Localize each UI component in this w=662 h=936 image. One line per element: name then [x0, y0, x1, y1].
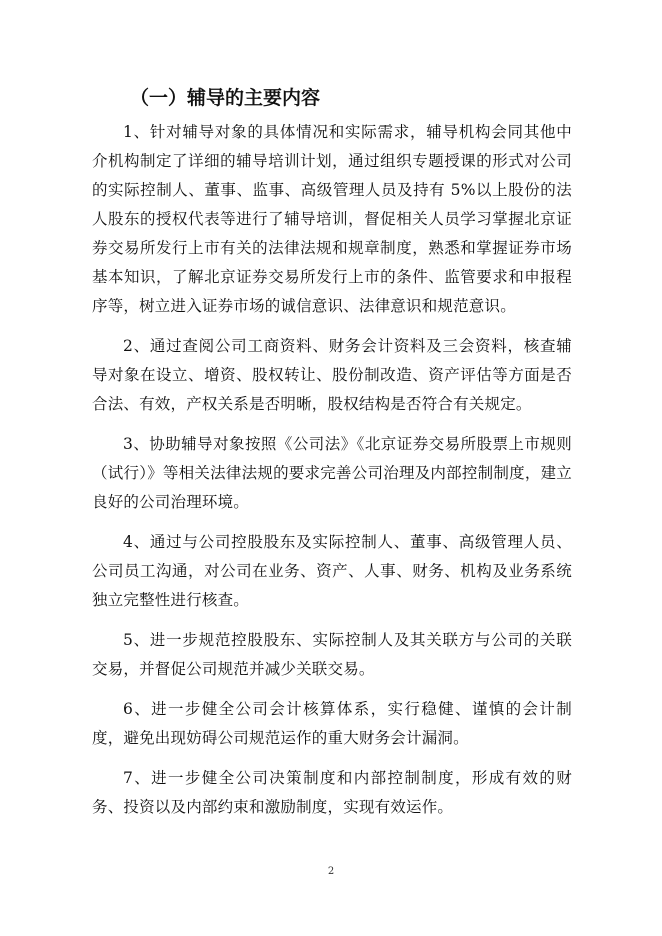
paragraph-5: 5、进一步规范控股股东、实际控制人及其关联方与公司的关联交易，并督促公司规范并减少关联交易。	[92, 631, 572, 678]
document-body	[92, 118, 572, 833]
paragraph-4: 4、通过与公司控股股东及实际控制人、董事、高级管理人员、公司员工沟通，对公司在业务、资产、人事、财务、机构及业务系统独立完整性进行核查。	[92, 533, 572, 609]
paragraph-3: 3、协助辅导对象按照《公司法》《北京证券交易所股票上市规则（试行）》等相关法律法规的要求完善公司治理及内部控制制度，建立良好的公司治理环境。	[92, 435, 572, 511]
page-number: 2	[327, 866, 335, 877]
paragraph-6: 6、进一步健全公司会计核算体系，实行稳健、谨慎的会计制度，避免出现妨碍公司规范运作的重大财务会计漏洞。	[92, 700, 572, 747]
paragraph-7: 7、进一步健全公司决策制度和内部控制制度，形成有效的财务、投资以及内部约束和激励制度，实现有效运作。	[92, 769, 572, 816]
paragraph-1: 1、针对辅导对象的具体情况和实际需求，辅导机构会同其他中介机构制定了详细的辅导培训计划，通过组织专题授课的形式对公司的实际控制人、董事、监事、高级管理人员及持有 5%以上股份的法人股东的授权代表等进行了辅导培训，督促相关人员学习掌握北京证券交易所发行上市有关的法律法规和规章制度，熟悉和掌握证券市场基本知识，了解北京证券交易所发行上市的条件、监管要求和申报程序等，树立进入证券市场的诚信意识、法律意识和规范意识。	[92, 123, 572, 315]
section-heading: （一）辅导的主要内容	[130, 87, 321, 109]
paragraph-2: 2、通过查阅公司工商资料、财务会计资料及三会资料，核查辅导对象在设立、增资、股权转让、股份制改造、资产评估等方面是否合法、有效，产权关系是否明晰，股权结构是否符合有关规定。	[92, 337, 572, 413]
